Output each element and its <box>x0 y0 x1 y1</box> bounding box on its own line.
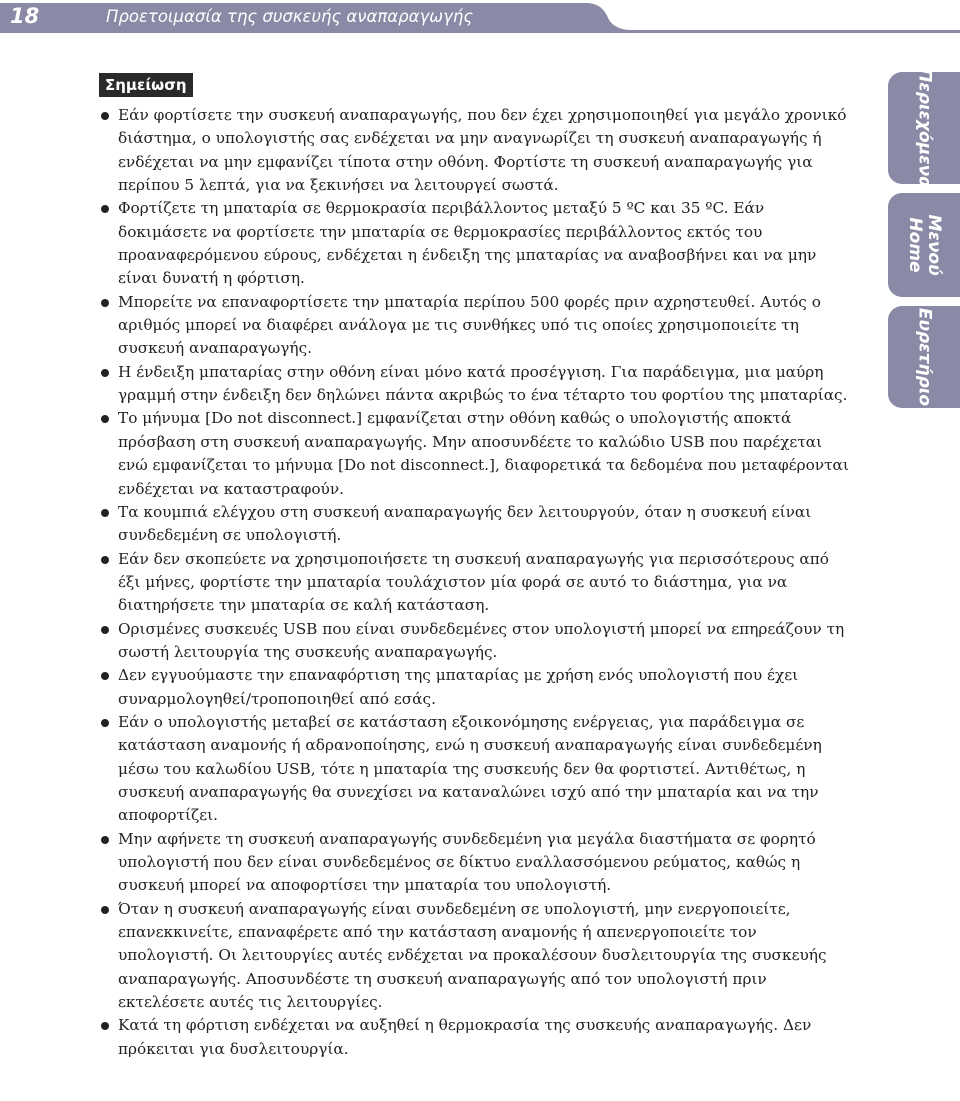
note-item <box>98 407 854 500</box>
note-item <box>98 664 854 711</box>
contents-label-text: Περιεχόμενα <box>914 68 935 188</box>
sidebar-tab-home-label <box>905 214 943 275</box>
bullet-icon <box>101 1022 109 1030</box>
note-text: Η ένδειξη μπαταρίας στην οθόνη είναι μόνο κατά προσέγγιση. Για παράδειγμα, μια μαύρη γραμμή στην ένδειξη δεν δηλώνει πάντα ακριβώς το ένα τέταρτο του φορτίου της μπαταρίας. <box>118 362 848 405</box>
sidebar-tab-contents-label <box>915 68 934 188</box>
home-label-line1: Μενού <box>924 214 944 276</box>
note-item <box>98 618 854 665</box>
note-text: Εάν ο υπολογιστής μεταβεί σε κατάσταση εξοικονόμησης ενέργειας, για παράδειγμα σε κατάσταση αναμονής ή αδρανοποίησης, ενώ η συσκευή αναπαραγωγής είναι συνδεδεμένη μέσω του καλωδίου USB, τότε η μπαταρία της συσκευής δεν θα φορτιστεί. Αντιθέτως, η συσκευή αναπαραγωγής θα συνεχίσει να καταναλώνει ισχύ από την μπαταρία και να την αποφορτίζει. <box>118 712 822 825</box>
note-item <box>98 1014 854 1061</box>
note-text: Μπορείτε να επαναφορτίσετε την μπαταρία περίπου 500 φορές πριν αχρηστευθεί. Αυτός ο αριθμός μπορεί να διαφέρει ανάλογα με τις συνθήκες υπό τις οποίες χρησιμοποιείτε τη συσκευή αναπαραγωγής. <box>118 292 821 358</box>
home-label-line2: Home <box>905 217 925 273</box>
note-item <box>98 104 854 197</box>
note-list <box>98 104 854 1061</box>
note-item <box>98 828 854 898</box>
note-item <box>98 197 854 290</box>
bullet-icon <box>101 205 109 213</box>
note-label: Σημείωση <box>99 73 193 97</box>
page-title: Προετοιμασία της συσκευής αναπαραγωγής <box>106 7 474 26</box>
bullet-icon <box>101 719 109 727</box>
note-item <box>98 361 854 408</box>
note-text: Εάν δεν σκοπεύετε να χρησιμοποιήσετε τη συσκευή αναπαραγωγής για περισσότερους από έξι μήνες, φορτίστε την μπαταρία τουλάχιστον μία φορά σε αυτό το διάστημα, για να διατηρήσετε την μπαταρία σε καλή κατάσταση. <box>118 549 829 615</box>
note-text: Το μήνυμα [Do not disconnect.] εμφανίζεται στην οθόνη καθώς ο υπολογιστής αποκτά πρόσβαση στη συσκευή αναπαραγωγής. Μην αποσυνδέετε το καλώδιο USB που παρέχεται ενώ εμφανίζεται το μήνυμα [Do not disconnect.], διαφορετικά τα δεδομένα που μεταφέρονται ενδέχεται να καταστραφούν. <box>118 409 849 498</box>
note-text: Δεν εγγυούμαστε την επαναφόρτιση της μπαταρίας με χρήση ενός υπολογιστή που έχει συναρμολογηθεί/τροποποιηθεί από εσάς. <box>118 666 799 708</box>
bullet-icon <box>101 906 109 914</box>
page-header <box>0 0 960 33</box>
bullet-icon <box>101 556 109 564</box>
bullet-icon <box>101 509 109 517</box>
note-item <box>98 898 854 1015</box>
bullet-icon <box>101 112 109 120</box>
sidebar-tab-index[interactable] <box>888 306 960 408</box>
bullet-icon <box>101 415 109 423</box>
page-number: 18 <box>10 4 40 28</box>
note-text: Τα κουμπιά ελέγχου στη συσκευή αναπαραγωγής δεν λειτουργούν, όταν η συσκευή είναι συνδεδεμένη σε υπολογιστή. <box>118 502 812 545</box>
note-item <box>98 548 854 618</box>
sidebar-tab-contents[interactable] <box>888 68 960 188</box>
note-item <box>98 291 854 361</box>
note-item <box>98 501 854 548</box>
bullet-icon <box>101 369 109 377</box>
note-text: Όταν η συσκευή αναπαραγωγής είναι συνδεδεμένη σε υπολογιστή, μην ενεργοποιείτε, επανεκκινείτε, επαναφέρετε από την κατάσταση αναμονής ή απενεργοποιείτε τον υπολογιστή. Οι λειτουργίες αυτές ενδέχεται να προκαλέσουν δυσλειτουργία της συσκευής αναπαραγωγής. Αποσυνδέστε τη συσκευή αναπαραγωγής από τον υπολογιστή πριν εκτελέσετε αυτές τις λειτουργίες. <box>118 899 827 1012</box>
bullet-icon <box>101 672 109 680</box>
note-item <box>98 711 854 828</box>
note-text: Φορτίζετε τη μπαταρία σε θερμοκρασία περιβάλλοντος μεταξύ 5 ºC και 35 ºC. Εάν δοκιμάσετε να φορτίσετε την μπαταρία σε θερμοκρασίες περιβάλλοντος εκτός του προαναφερόμενου εύρους, ενδέχεται η ένδειξη της μπαταρίας να αναβοσβήνει και να μην είναι δυνατή η φόρτιση. <box>118 199 817 288</box>
note-text: Κατά τη φόρτιση ενδέχεται να αυξηθεί η θερμοκρασία της συσκευής αναπαραγωγής. Δεν πρόκειται για δυσλειτουργία. <box>118 1016 812 1058</box>
bullet-icon <box>101 626 109 634</box>
note-text: Μην αφήνετε τη συσκευή αναπαραγωγής συνδεδεμένη για μεγάλα διαστήματα σε φορητό υπολογιστή που δεν είναι συνδεδεμένος σε δίκτυο εναλλασσόμενου ρεύματος, καθώς η συσκευή μπορεί να αποφορτίσει την μπαταρία του υπολογιστή. <box>118 829 816 895</box>
index-label-text: Ευρετήριο <box>914 307 935 407</box>
note-text: Ορισμένες συσκευές USB που είναι συνδεδεμένες στον υπολογιστή μπορεί να επηρεάζουν τη σωστή λειτουργία της συσκευής αναπαραγωγής. <box>118 619 845 661</box>
sidebar-tab-home[interactable] <box>888 193 960 297</box>
bullet-icon <box>101 836 109 844</box>
sidebar-tab-index-label <box>915 308 934 406</box>
note-text: Εάν φορτίσετε την συσκευή αναπαραγωγής, που δεν έχει χρησιμοποιηθεί για μεγάλο χρονικό διάστημα, ο υπολογιστής σας ενδέχεται να μην αναγνωρίζει τη συσκευή αναπαραγωγής ή ενδέχεται να μην εμφανίζει τίποτα στην οθόνη. Φορτίστε τη συσκευή αναπαραγωγής για περίπου 5 λεπτά, για να ξεκινήσει να λειτουργεί σωστά. <box>118 106 847 195</box>
bullet-icon <box>101 299 109 307</box>
